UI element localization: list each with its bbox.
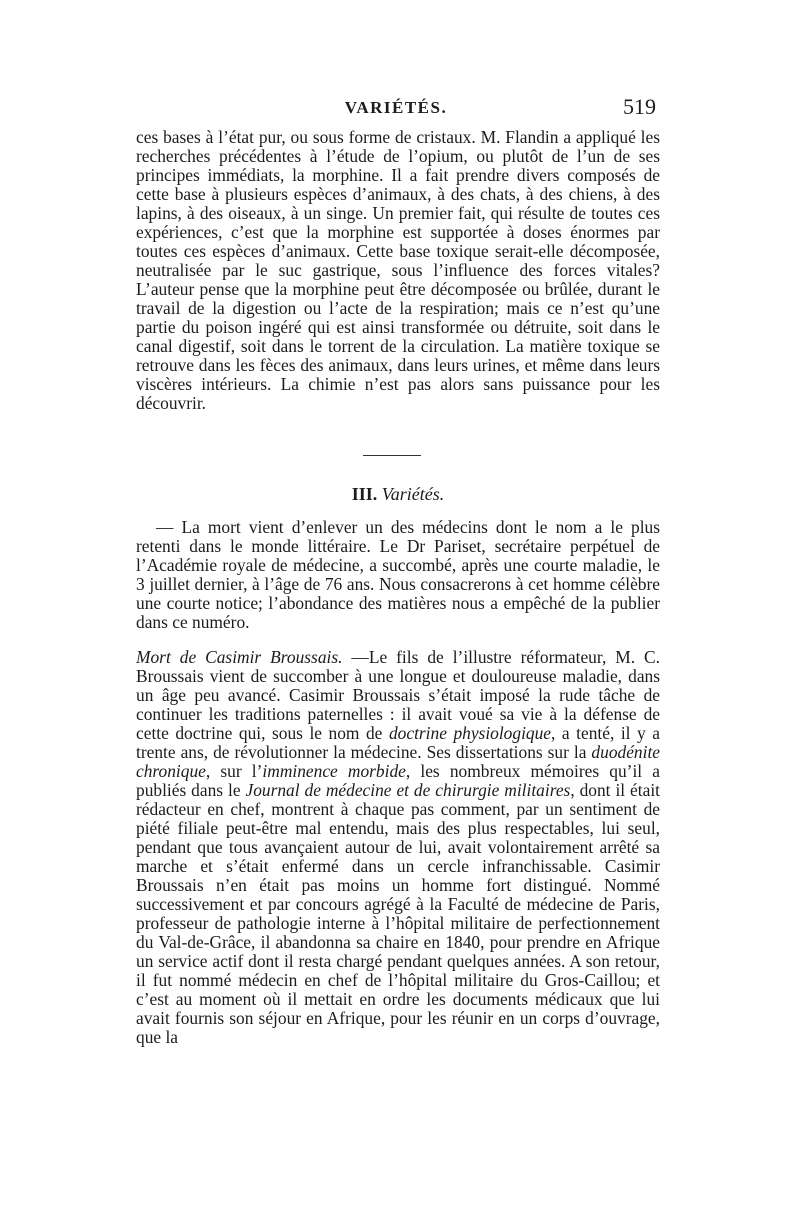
text-run: , a tenté, il y a trente ans, de révolutionner la médecine. Ses dissertations sur la: [136, 723, 660, 762]
journal-title: Journal de médecine et de chirurgie militaires: [245, 780, 571, 800]
section-number: III.: [351, 484, 378, 504]
paragraph-lead-title: Mort de Casimir Broussais.: [136, 647, 343, 667]
paragraph-text: ces bases à l’état pur, ou sous forme de cristaux. M. Flandin a appliqué les recherches précédentes à l’étude de l’opium, ou plutôt de l’un de ses principes immédiats, la morphine. Il a fait prendre divers composés de cette base à plusieurs espèces d’animaux, à des chats, à des chiens, à des lapins, à des oiseaux, à un singe. Un premier fait, qui résulte de toutes ces expériences, c’est que la morphine est supportée à doses énormes par toutes ces espèces d’animaux. Cette base toxique serait-elle décomposée, neutralisée par le suc gastrique, sous l’influence des forces vitales? L’auteur pense que la morphine peut être décomposée ou brûlée, durant le travail de la digestion ou l’acte de la respiration; mais ce n’est qu’une partie du poison ingéré qui est ainsi transformée ou détruite, soit dans le canal digestif, soit dans le torrent de la circulation. La matière toxique se retrouve dans les fèces des animaux, dans leurs urines, et même dans leurs viscères intérieurs. La chimie n’est pas alors sans puissance pour les découvrir.: [136, 127, 660, 413]
text-run: —Le fils de l’illustre réformateur, M. C. Broussais vient de succomber à une longue et douloureuse maladie, dans un âge peu avancé. Casimir Broussais s’était imposé la rude tâche de continuer les traditions paternelles : il avait voué sa vie à la défense de cette doctrine qui, sous le nom de: [136, 647, 660, 743]
text-run: , sur l’: [205, 761, 263, 781]
paragraph-morphine: [136, 128, 660, 413]
italic-term: duodénite chronique: [136, 742, 660, 781]
paragraph-pariset: [136, 518, 660, 632]
italic-term: doctrine physiologique: [388, 723, 552, 743]
italic-term: imminence morbide: [262, 761, 406, 781]
text-run: , les nombreux mémoires qu’il a publiés dans le: [136, 761, 660, 800]
running-head: [136, 94, 656, 126]
paragraph-text: [136, 648, 660, 1047]
page-number: 519: [623, 94, 656, 119]
section-title: Variétés.: [381, 484, 445, 504]
paragraph-broussais: [136, 648, 660, 1047]
section-divider: [363, 455, 421, 456]
running-title: VARIÉTÉS.: [344, 98, 448, 117]
paragraph-text: — La mort vient d’enlever un des médecins dont le nom a le plus retenti dans le monde littéraire. Le Dr Pariset, secrétaire perpétuel de l’Académie royale de médecine, a succombé, après une courte maladie, le 3 juillet dernier, à l’âge de 76 ans. Nous consacrerons à cet homme célèbre une courte notice; l’abondance des matières nous a empêché de la publier dans ce numéro.: [136, 517, 660, 632]
text-run: , dont il était rédacteur en chef, montrent à chaque pas comment, par un sentiment de piété filiale peut-être mal entendu, mais des plus respectables, lui seul, pendant que tous avançaient autour de lui, avait volontairement arrêté sa marche et s’était enfermé dans un cercle infranchissable. Casimir Broussais n’en était pas moins un homme fort distingué. Nommé successivement et par concours agrégé à la Faculté de médecine de Paris, professeur de pathologie interne à l’hôpital militaire de perfectionnement du Val-de-Grâce, il abandonna sa chaire en 1840, pour prendre en Afrique un service actif dont il resta chargé pendant quelques années. A son retour, il fut nommé médecin en chef de l’hôpital militaire du Gros-Caillou; et c’est au moment où il mettait en ordre les documents médicaux que lui avait fournis son séjour en Afrique, pour les réunir en un corps d’ouvrage, que la: [136, 780, 660, 1047]
section-heading: [136, 484, 660, 505]
